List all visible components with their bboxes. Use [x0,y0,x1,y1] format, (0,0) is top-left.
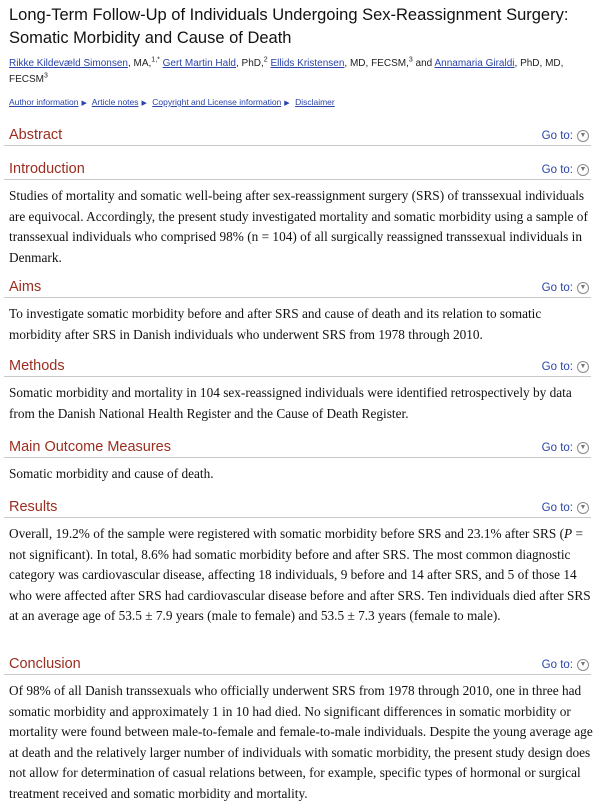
goto-label: Go to: [541,164,573,176]
chevron-down-icon[interactable]: ▼ [577,659,589,671]
section-header [4,493,591,518]
goto-label: Go to: [541,282,573,294]
goto-button[interactable] [542,130,589,142]
chevron-down-icon[interactable]: ▼ [577,164,589,176]
section-header [4,433,591,458]
section-text: Of 98% of all Danish transsexuals who officially underwent SRS from 1978 through 2010, one in three had somatic morbidity and approximately 1 in 10 had died. No significant differences in somatic morbidity or mortality were found between male-to-female and female-to-male individuals. Despite the young average age at death and the relatively larger number of individuals with somatic morbidity, the present study design does not allow for determination of casual relations between, for example, specific types of hormonal or surgical treatment received and somatic morbidity and mortality. [9,683,593,801]
author-credentials: , PhD, [236,58,264,69]
p-value-symbol: P [564,526,573,541]
section-aims [0,273,600,345]
goto-label: Go to: [541,659,573,671]
author-information-link[interactable]: Author information [9,97,79,107]
section-methods [0,352,600,424]
section-text: Somatic morbidity and mortality in 104 sex-reassigned individuals were identified retrospectively by data from the Danish National Health Register and the Cause of Death Register. [9,385,572,421]
results-text-part: Overall, 19.2% of the sample were registered with somatic morbidity before SRS and 23.1% after SRS ( [9,526,565,541]
section-heading: Conclusion [9,656,81,672]
author-affiliation: 3 [408,56,413,64]
author-link[interactable]: Gert Martin Hald [162,58,236,69]
triangle-right-icon: ▶ [81,100,87,107]
chevron-down-icon[interactable]: ▼ [577,442,589,454]
results-text-part: = not significant). In total, 8.6% had somatic morbidity before and after SRS. The most common diagnostic category was cardiovascular disease, affecting 18 individuals, 9 before and 14 after SRS, and 5 of those 14 who were affected after SRS had cardiovascular disease before and after SRS. Ten individuals died after SRS at an average age of 53.5 ± 7.9 years (male to female) and 53.5 ± 7.3 years (female to male). [9,526,591,623]
section-text: Studies of mortality and somatic well-being after sex-reassignment surgery (SRS) of transsexual individuals are equivocal. Accordingly, the present study investigated mortality and somatic morbidity using a sample of transsexual individuals who comprised 98% (n = 104) of all surgically reassigned transsexual individuals in Denmark. [9,188,588,265]
author-affiliation: 1,* [151,56,160,64]
section-outcome-measures [0,433,600,485]
section-abstract [0,121,600,146]
author-credentials: , MA, [127,58,152,69]
chevron-down-icon[interactable]: ▼ [577,282,589,294]
author-credentials: , MD, FECSM, [344,58,409,69]
section-header [4,155,591,180]
section-header [4,273,591,298]
section-heading: Aims [9,279,42,295]
triangle-right-icon: ▶ [141,100,147,107]
author-link[interactable]: Ellids Kristensen [270,58,345,69]
section-text [9,524,594,627]
goto-button[interactable] [542,442,589,454]
copyright-link[interactable]: Copyright and License information [152,97,282,107]
author-affiliation: 2 [263,56,268,64]
section-conclusion [0,650,600,804]
section-text: Somatic morbidity and cause of death. [9,466,214,481]
section-text: To investigate somatic morbidity before and after SRS and cause of death and its relation to somatic morbidity after SRS in Danish individuals who underwent SRS from 1978 through 2010. [9,306,542,342]
article-info-nav [9,97,591,107]
section-heading: Introduction [9,161,85,177]
section-header [4,650,591,675]
article-title: Long-Term Follow-Up of Individuals Undergoing Sex-Reassignment Surgery: Somatic Morbidity and Cause of Death [9,6,569,47]
chevron-down-icon[interactable]: ▼ [577,502,589,514]
goto-button[interactable] [542,282,589,294]
author-affiliation: 3 [44,72,48,80]
author-link[interactable]: Rikke Kildevæld Simonsen [9,58,128,69]
article-notes-link[interactable]: Article notes [91,97,139,107]
disclaimer-link[interactable]: Disclaimer [295,97,335,107]
section-heading: Abstract [9,127,63,143]
goto-button[interactable] [542,164,589,176]
goto-label: Go to: [541,130,573,142]
section-header [4,352,591,377]
author-link[interactable]: Annamaria Giraldi [434,58,515,69]
section-results [0,493,600,627]
goto-label: Go to: [541,502,573,514]
goto-button[interactable] [542,361,589,373]
goto-button[interactable] [542,502,589,514]
goto-button[interactable] [542,659,589,671]
author-credentials: , PhD, MD, FECSM [9,58,564,85]
author-list [9,56,591,88]
section-heading: Methods [9,358,65,374]
section-header [4,121,591,146]
section-heading: Main Outcome Measures [9,439,171,455]
chevron-down-icon[interactable]: ▼ [577,361,589,373]
chevron-down-icon[interactable]: ▼ [577,130,589,142]
triangle-right-icon: ▶ [284,100,290,107]
section-introduction [0,155,600,268]
author-separator: and [415,58,433,69]
section-heading: Results [9,499,58,515]
goto-label: Go to: [541,361,573,373]
goto-label: Go to: [541,442,573,454]
